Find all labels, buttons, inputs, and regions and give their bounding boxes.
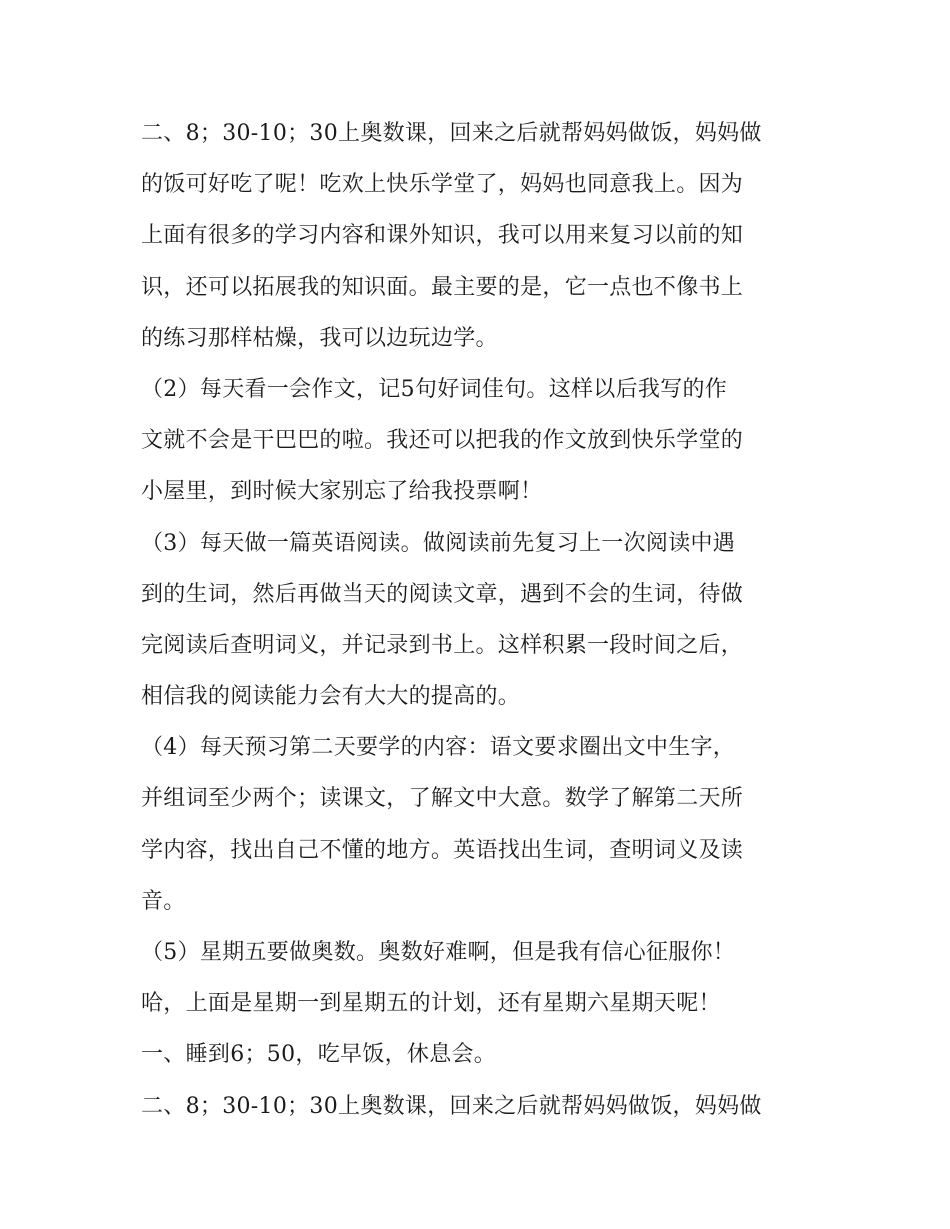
text-line: 上面有很多的学习内容和课外知识，我可以用来复习以前的知: [141, 223, 744, 249]
text-line: （4）每天预习第二天要学的内容：语文要求圈出文中生字，: [141, 735, 736, 761]
text-line: 到的生词，然后再做当天的阅读文章，遇到不会的生词，待做: [141, 581, 744, 607]
text-line: 小屋里，到时候大家别忘了给我投票啊！: [141, 479, 543, 505]
text-line: 音。: [141, 888, 186, 914]
text-line: 的练习那样枯燥，我可以边玩边学。: [141, 325, 498, 351]
text-line: （3）每天做一篇英语阅读。做阅读前先复习上一次阅读中遇: [141, 530, 736, 556]
text-line: 哈，上面是星期一到星期五的计划，还有星期六星期天呢！: [141, 991, 721, 1017]
text-line: 完阅读后查明词义，并记录到书上。这样积累一段时间之后，: [141, 632, 744, 658]
text-line: 二、8；30-10；30上奥数课，回来之后就帮妈妈做饭，妈妈做: [141, 121, 762, 146]
text-line: （2）每天看一会作文，记5句好词佳句。这样以后我写的作: [141, 376, 728, 402]
text-line: 二、8；30-10；30上奥数课，回来之后就帮妈妈做饭，妈妈做: [141, 1093, 762, 1119]
text-line: 相信我的阅读能力会有大大的提高的。: [141, 684, 521, 710]
text-line: （5）星期五要做奥数。奥数好难啊，但是我有信心征服你！: [141, 940, 736, 965]
text-line: 一、睡到6；50，吃早饭，休息会。: [141, 1042, 497, 1068]
text-line: 学内容，找出自己不懂的地方。英语找出生词，查明词义及读: [141, 837, 744, 863]
text-line: 的饭可好吃了呢！吃欢上快乐学堂了，妈妈也同意我上。因为: [141, 172, 744, 198]
document-body: [141, 108, 821, 1132]
text-line: 文就不会是干巴巴的啦。我还可以把我的作文放到快乐学堂的: [141, 428, 744, 454]
text-line: 并组词至少两个；读课文，了解文中大意。数学了解第二天所: [141, 786, 744, 812]
text-line: 识，还可以拓展我的知识面。最主要的是，它一点也不像书上: [141, 274, 744, 300]
